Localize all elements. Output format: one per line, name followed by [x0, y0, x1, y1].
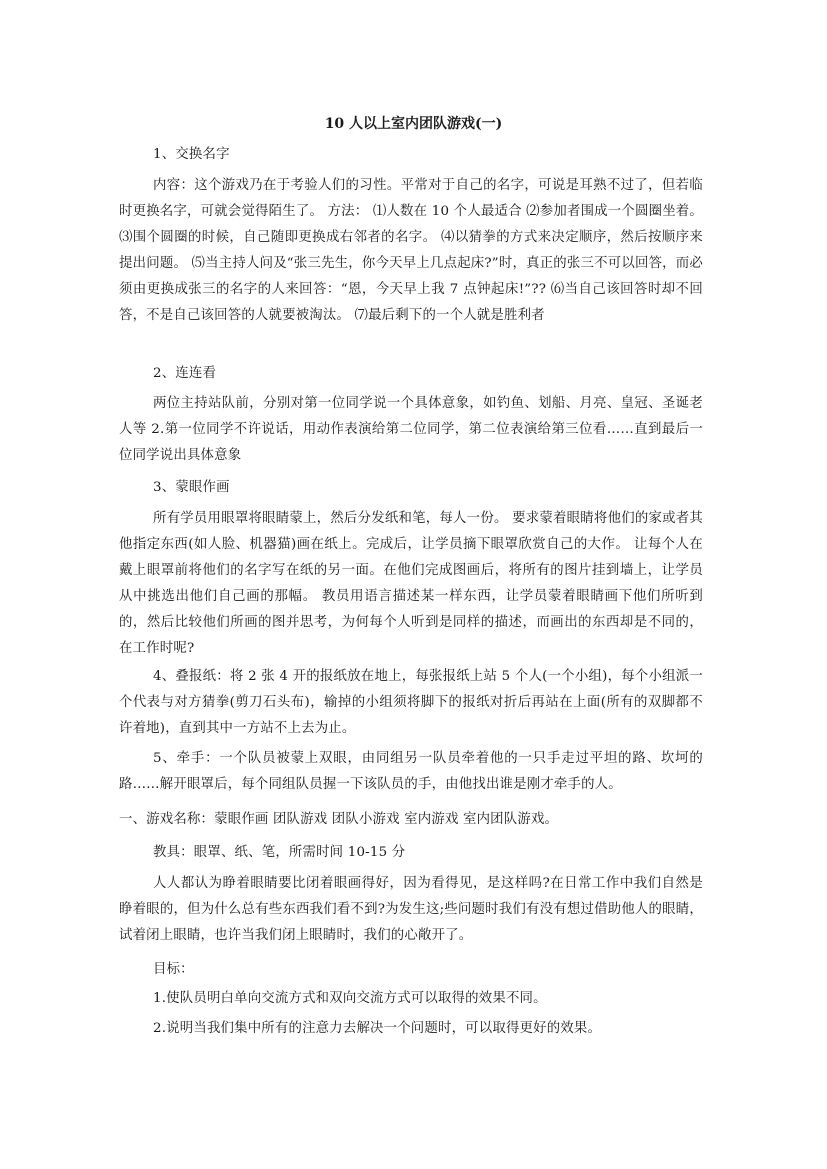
- section-2-heading: 2、连连看: [153, 366, 217, 381]
- goals-label: 目标：: [153, 962, 194, 977]
- section-1-heading: 1、交换名字: [153, 147, 230, 162]
- section-3-heading: 3、蒙眼作画: [153, 480, 230, 495]
- section-5-paragraph: 5、牵手：一个队员被蒙上双眼，由同组另一队员牵着他的一只手走过平坦的路、坎坷的路……解开眼罩后，每个同组队员握一下该队员的手，由他找出谁是刚才牵手的人。: [119, 751, 703, 793]
- section-1-body: 内容：这个游戏乃在于考验人们的习性。平常对于自己的名字，可说是耳熟不过了，但若临时更换名字，可就会觉得陌生了。 方法： ⑴人数在 10 个人最适合 ⑵参加者围成一个圆圈坐着。 ⑶围个圆圈的时候，自己随即更换成右邻者的名字。 ⑷以猜拳的方式来决定顺序，然后按顺序来提出问题。 ⑸当主持人问及“张三先生，你今天早上几点起床?”时，真正的张三不可以回答，而必须由更换成张三的名字的人来回答：“恩，今天早上我 7 点钟起床!”?? ⑹当自己该回答时却不回答，不是自己该回答的人就要被淘汰。 ⑺最后剩下的一个人就是胜利者: [119, 178, 703, 324]
- section-2-body: 两位主持站队前，分别对第一位同学说一个具体意象，如钓鱼、划船、月亮、皇冠、圣诞老人等 2.第一位同学不许说话，用动作表演给第二位同学，第二位表演给第三位看……直到最后一位同学说出具体意象: [119, 396, 703, 464]
- equipment-line: 教具：眼罩、纸、笔，所需时间 10-15 分: [153, 845, 406, 860]
- goal-item: 2.说明当我们集中所有的注意力去解决一个问题时，可以取得更好的效果。: [153, 1021, 602, 1036]
- goal-item: 1.使队员明白单向交流方式和双向交流方式可以取得的效果不同。: [153, 991, 547, 1006]
- game-name-line: 一、游戏名称：蒙眼作画 团队游戏 团队小游戏 室内游戏 室内团队游戏。: [119, 812, 559, 827]
- document-title: 10 人以上室内团队游戏(一): [324, 116, 503, 132]
- intro-paragraph: 人人都认为睁着眼睛要比闭着眼画得好，因为看得见，是这样吗?在日常工作中我们自然是睁着眼的，但为什么总有些东西我们看不到?为发生这;些问题时我们有没有想过借助他人的眼睛，试着闭上眼睛，也许当我们闭上眼睛时，我们的心敞开了。: [119, 876, 703, 944]
- section-4-paragraph: 4、叠报纸：将 2 张 4 开的报纸放在地上，每张报纸上站 5 个人(一个小组)，每个小组派一个代表与对方猜拳(剪刀石头布)，输掉的小组须将脚下的报纸对折后再站在上面(所有的双脚都不许着地)，直到其中一方站不上去为止。: [119, 669, 703, 737]
- section-3-body: 所有学员用眼罩将眼睛蒙上，然后分发纸和笔，每人一份。 要求蒙着眼睛将他们的家或者其他指定东西(如人脸、机器猫)画在纸上。完成后，让学员摘下眼罩欣赏自己的大作。 让每个人在戴上眼罩前将他们的名字写在纸的另一面。在他们完成图画后，将所有的图片挂到墙上，让学员从中挑选出他们自己画的那幅。 教员用语言描述某一样东西，让学员蒙着眼睛画下他们所听到的，然后比较他们所画的图并思考，为何每个人听到是同样的描述，而画出的东西却是不同的，在工作时呢?: [119, 511, 703, 657]
